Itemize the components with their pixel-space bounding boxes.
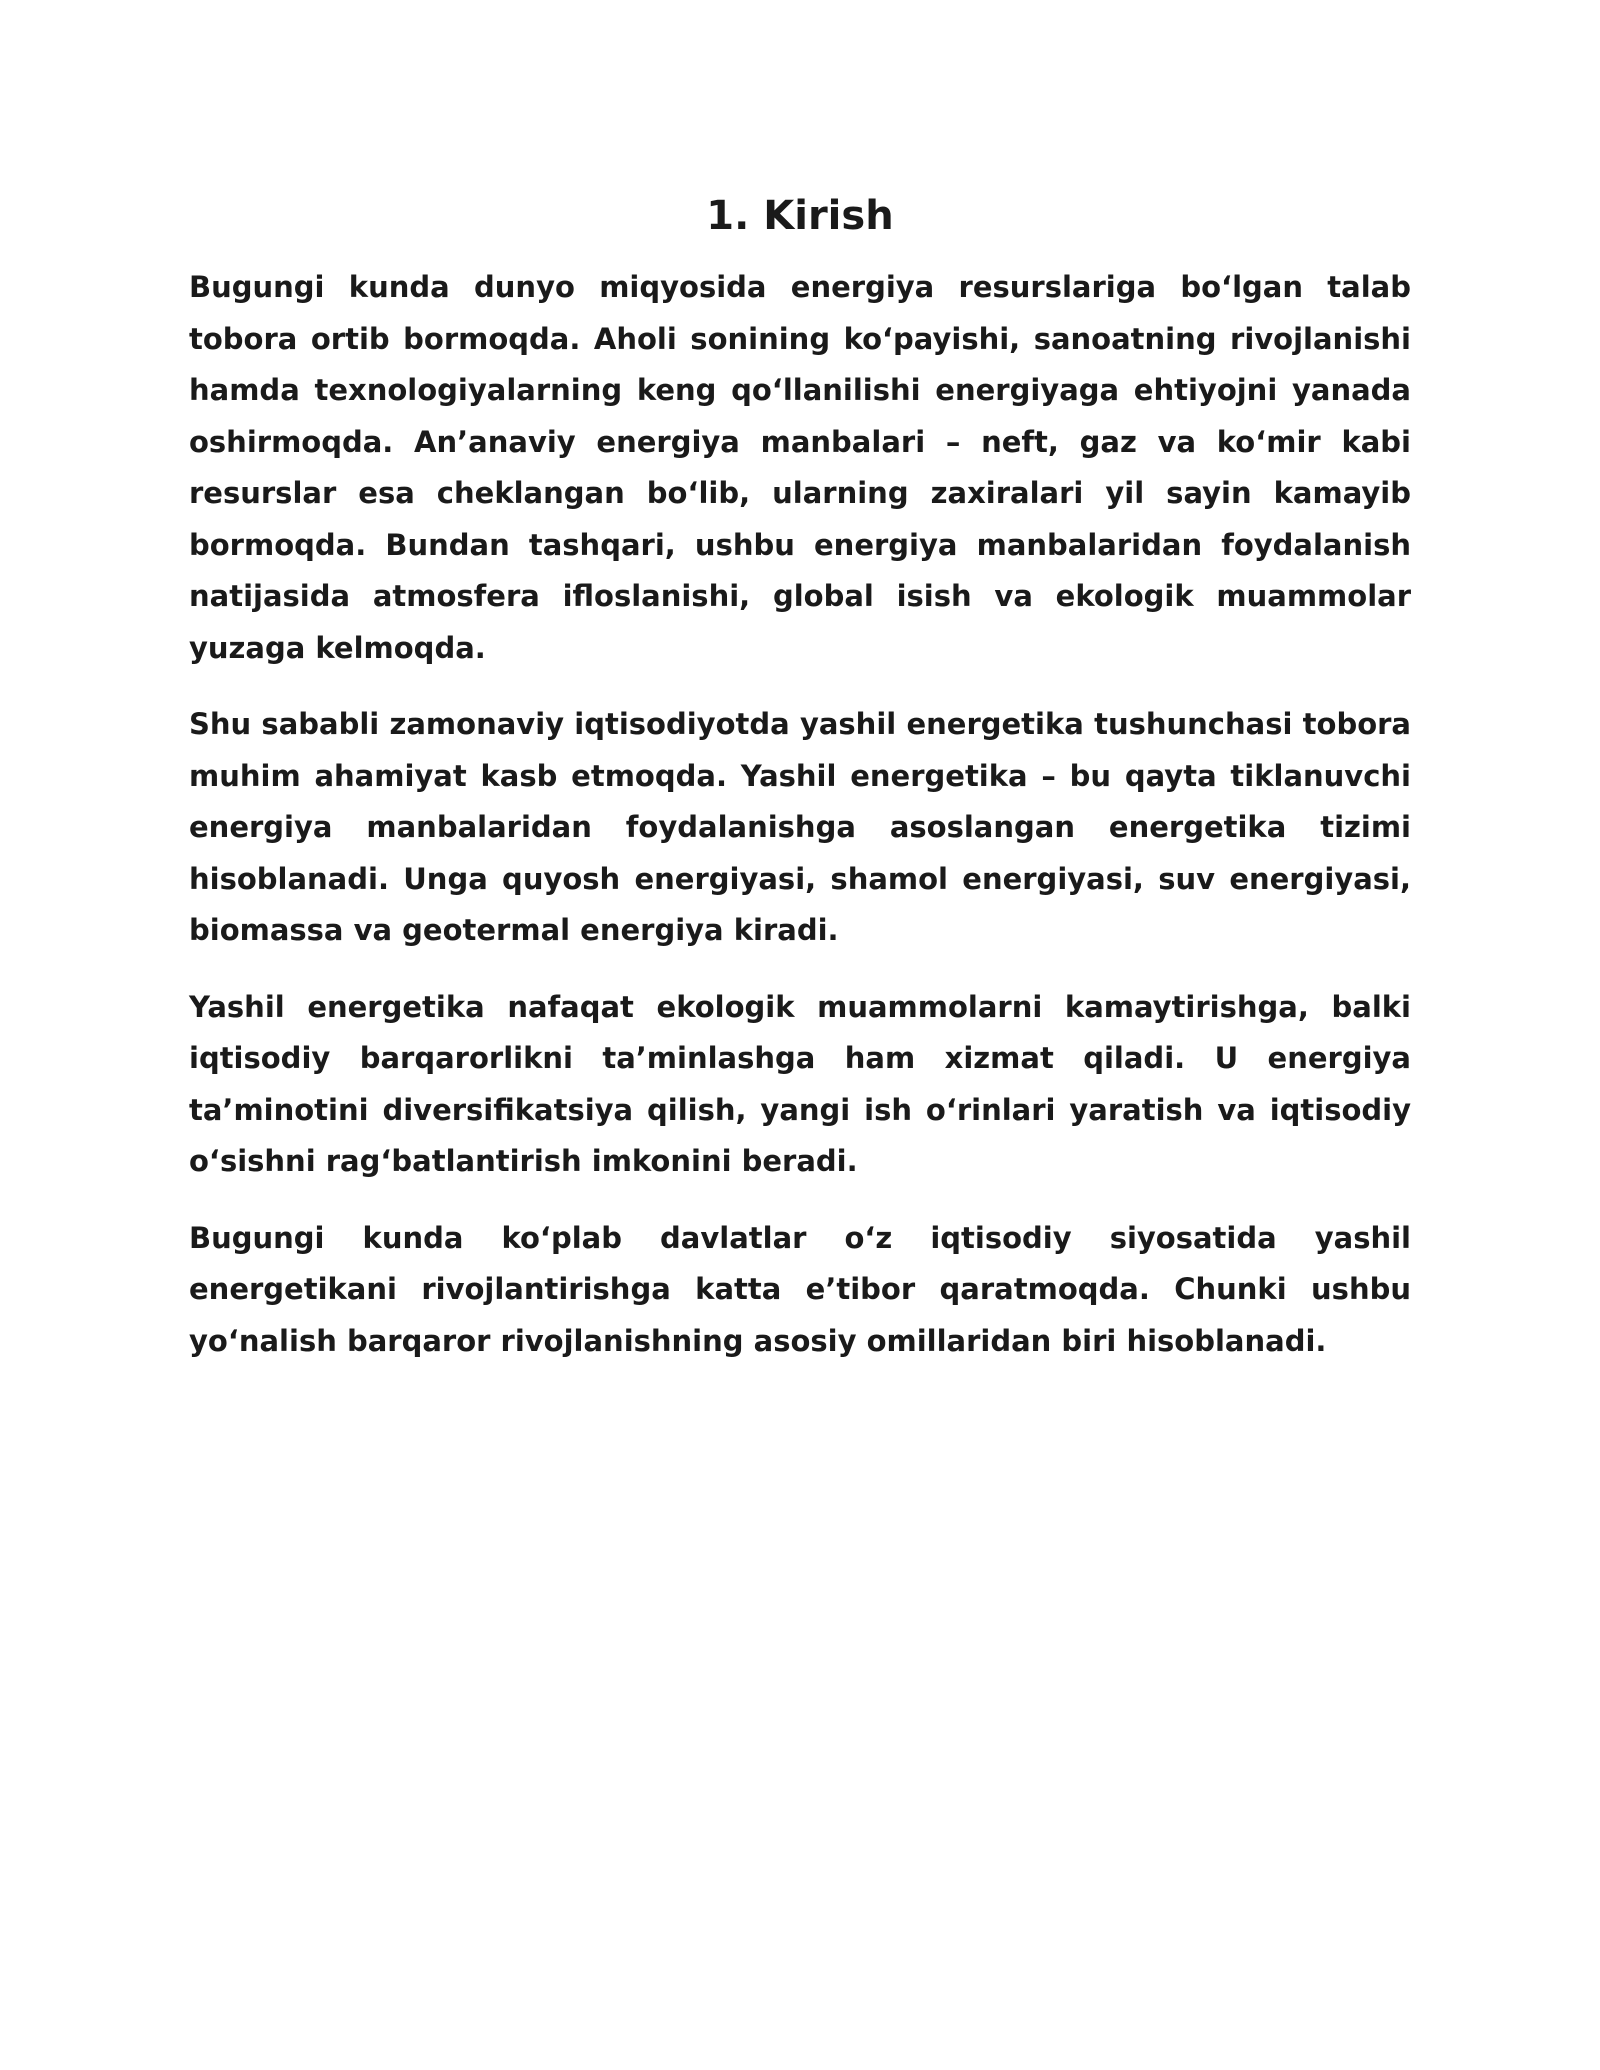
paragraph-1: Bugungi kunda dunyo miqyosida energiya resurslariga bo‘lgan talab tobora ortib bormoqda. Aholi sonining ko‘payishi, sanoatning rivojlanishi hamda texnologiyalarning keng qo‘llanilishi energiyaga ehtiyojni yanada oshirmoqda. An’anaviy energiya manbalari – neft, gaz va ko‘mir kabi resurslar esa cheklangan bo‘lib, ularning zaxiralari yil sayin kamayib bormoqda. Bundan tashqari, ushbu energiya manbalaridan foydalanish natijasida atmosfera ifloslanishi, global isish va ekologik muammolar yuzaga kelmoqda. — [189, 270, 1411, 665]
paragraph-3: Yashil energetika nafaqat ekologik muammolarni kamaytirishga, balki iqtisodiy barqarorlikni ta’minlashga ham xizmat qiladi. U energiya ta’minotini diversifikatsiya qilish, yangi ish o‘rinlari yaratish va iqtisodiy o‘sishni rag‘batlantirish imkonini beradi. — [189, 989, 1411, 1178]
paragraph-2: Shu sababli zamonaviy iqtisodiyotda yashil energetika tushunchasi tobora muhim ahamiyat kasb etmoqda. Yashil energetika – bu qayta tiklanuvchi energiya manbalaridan foydalanishga asoslangan energetika tizimi hisoblanadi. Unga quyosh energiyasi, shamol energiyasi, suv energiyasi, biomassa va geotermal energiya kiradi. — [189, 707, 1411, 947]
document-body — [189, 186, 1411, 1392]
section-heading: 1. Kirish — [706, 193, 894, 239]
paragraph-4: Bugungi kunda ko‘plab davlatlar o‘z iqtisodiy siyosatida yashil energetikani rivojlantirishga katta e’tibor qaratmoqda. Chunki ushbu yo‘nalish barqaror rivojlanishning asosiy omillaridan biri hisoblanadi. — [189, 1220, 1411, 1358]
